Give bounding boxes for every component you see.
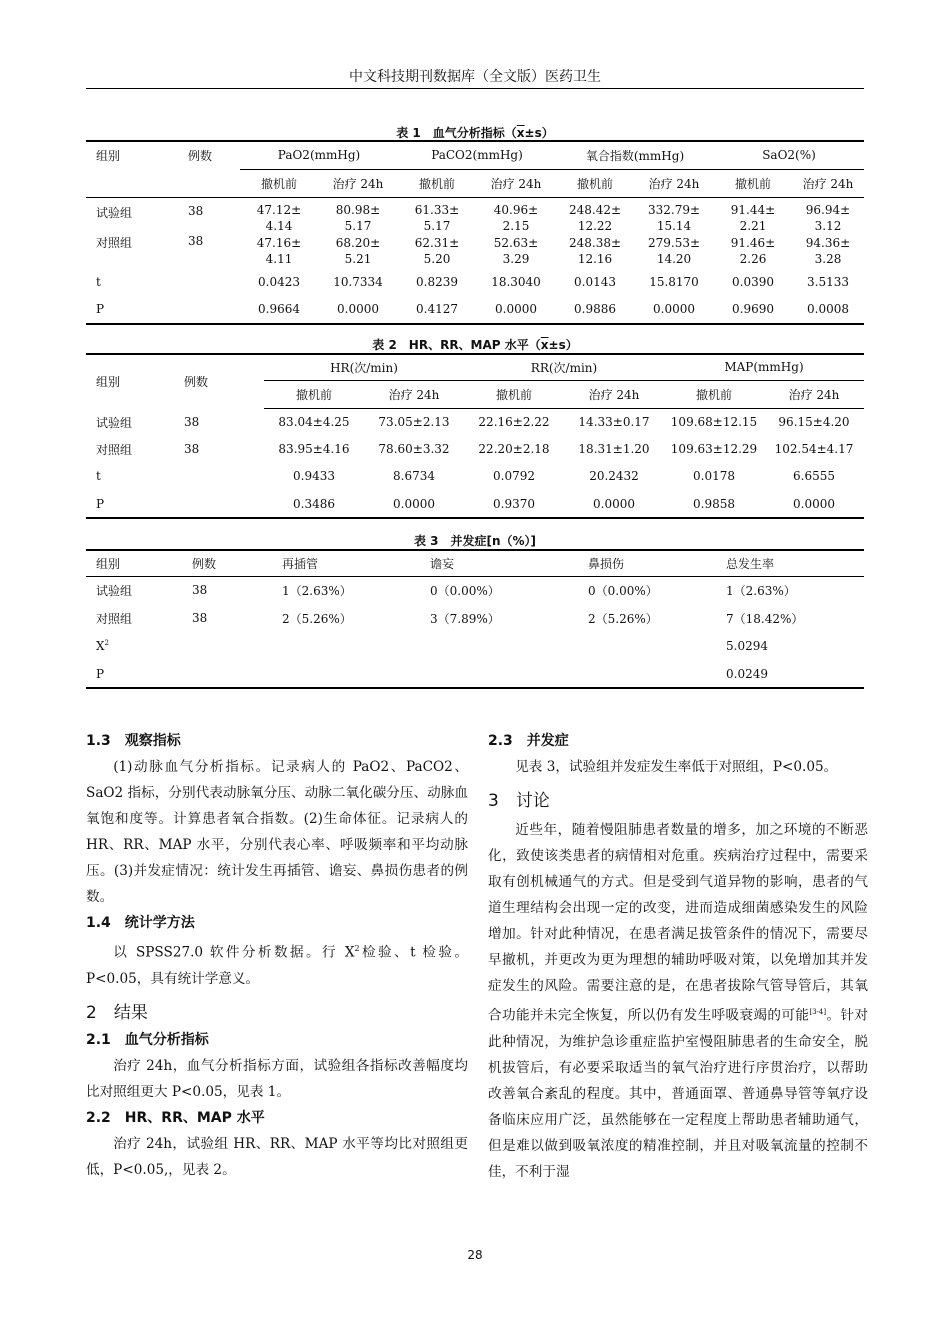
table-cell: 15.8170 — [649, 274, 699, 289]
table2-caption-suffix: ±s） — [548, 338, 578, 352]
table2-subheader: 撤机前 — [664, 380, 764, 408]
table-cell: 109.68±12.15 — [670, 415, 758, 430]
table-cell: 94.36± 3.28 — [805, 235, 851, 266]
table-cell: 38 — [192, 611, 208, 625]
section-1-4-text: 以 SPSS27.0 软件分析数据。行 $X^2$检验、t 检验。P<0.05，具有统计学意义。 — [86, 944, 468, 987]
table-cell: 0.9886 — [556, 296, 634, 324]
table1-subheader: 撤机前 — [714, 169, 792, 197]
table-cell: 62.31± 5.20 — [414, 235, 460, 266]
table-row — [86, 436, 864, 462]
table1-subheader: 治疗 24h — [318, 169, 398, 197]
row-label: 对照组 — [96, 442, 133, 457]
row-label: 对照组 — [96, 235, 133, 250]
section-2-2-text: 治疗 24h，试验组 HR、RR、MAP 水平等均比对照组更低，P<0.05,，见表 2。 — [86, 1135, 468, 1178]
table-cell: 14.33±0.17 — [578, 415, 650, 430]
table-cell: 0.9690 — [714, 296, 792, 324]
table-row — [86, 576, 864, 604]
table-cell: 0.0000 — [564, 490, 664, 518]
table2-header-n: 例数 — [174, 354, 264, 408]
table-cell: 0.0390 — [732, 274, 774, 289]
row-label: P — [86, 296, 178, 324]
table2-group-header: MAP(mmHg) — [664, 354, 864, 380]
table-cell: 0.3486 — [264, 490, 364, 518]
section-3-title: 3 讨论 — [488, 791, 550, 811]
table-cell: 52.63± 3.29 — [493, 235, 539, 266]
table1-caption-prefix: 表 1 血气分析指标（ — [396, 126, 517, 140]
table2-subheader: 治疗 24h — [564, 380, 664, 408]
table-cell: 38 — [192, 583, 208, 598]
table1 — [86, 140, 864, 325]
table2-subheader: 治疗 24h — [364, 380, 464, 408]
table1-header-n: 例数 — [178, 141, 240, 169]
table-cell: 0.9370 — [464, 490, 564, 518]
table-cell: 0.9664 — [240, 296, 318, 324]
row-label: $X^2$ — [96, 639, 110, 653]
section-2-2-title: 2.2 HR、RR、MAP 水平 — [86, 1109, 265, 1126]
table1-group-header: SaO2(%) — [714, 141, 864, 169]
section-3-text: 近些年，随着慢阻肺患者数量的增多，加之环境的不断恶化，致使该类患者的病情相对危重。疾病治疗过程中，需要采取有创机械通气的方式。但是受到气道异物的影响，患者的气道生理结构会出现一定的改变，进而造成细菌感染发生的风险增加。针对此种情况，在患者满足拔管条件的情况下，需要尽早撤机，并更改为更为理想的辅助呼吸对策，以免增加其并发症发生的风险。需要注意的是，在患者拔除气管导管后，其氧合功能并未完全恢复，所以仍有发生呼吸衰竭的可能[3-4]。针对此种情况，为维护急诊重症监护室慢阻肺患者的生命安全，脱机拔管后，有必要采取适当的氧气治疗进行序贯治疗，以帮助改善氧合紊乱的程度。其中，普通面罩、普通鼻导管等氧疗设备临床应用广泛，虽然能够在一定程度上帮助患者辅助通气，但是难以做到吸氧浓度的精准控制，并且对吸氧流量的控制不佳，不利于湿 — [488, 822, 869, 1180]
table-cell: 96.15±4.20 — [778, 415, 850, 430]
table-cell: 332.79± 15.14 — [647, 202, 701, 233]
table1-subheader: 治疗 24h — [634, 169, 714, 197]
table-cell: 0.0249 — [716, 660, 864, 688]
section-1-3-title: 1.3 观察指标 — [86, 733, 181, 749]
table2 — [86, 353, 864, 519]
table2-subheader: 治疗 24h — [764, 380, 864, 408]
table1-caption-suffix: ±s） — [524, 126, 554, 140]
table2-header-group: 组别 — [86, 354, 174, 408]
table-row — [86, 234, 864, 268]
section-2-3-title: 2.3 并发症 — [488, 733, 569, 749]
table-cell: 80.98± 5.17 — [335, 202, 381, 233]
table2-caption — [86, 336, 864, 353]
table2-caption-prefix: 表 2 HR、RR、MAP 水平（ — [372, 338, 541, 352]
table3-header: 谵妄 — [420, 550, 578, 576]
section-2-1-title: 2.1 血气分析指标 — [86, 1031, 209, 1048]
table-cell: 91.46± 2.26 — [730, 235, 776, 266]
table-cell: 0.4127 — [398, 296, 476, 324]
table-cell: 61.33± 5.17 — [414, 202, 460, 233]
table-cell: 47.16± 4.11 — [256, 235, 302, 266]
table-cell: 0.0008 — [792, 296, 864, 324]
page-number: 28 — [467, 1248, 483, 1262]
table-cell: 91.44± 2.21 — [730, 202, 776, 233]
table-cell: 0.8239 — [416, 274, 458, 289]
row-label: P — [86, 490, 174, 518]
table-row — [86, 197, 864, 234]
running-header: 中文科技期刊数据库（全文版）医药卫生 — [349, 69, 601, 85]
table-cell: 5.0294 — [726, 639, 768, 653]
right-column — [488, 728, 868, 1187]
table-cell: 83.04±4.25 — [278, 415, 350, 430]
section-1-4-title: 1.4 统计学方法 — [86, 915, 195, 931]
table-cell: 0（0.00%） — [430, 583, 500, 598]
table3 — [86, 549, 864, 689]
row-label: P — [86, 660, 182, 688]
table-cell: 248.38± 12.16 — [568, 235, 622, 266]
row-n: 38 — [184, 442, 200, 456]
table-cell: 3（7.89%） — [430, 611, 500, 626]
table-row — [86, 462, 864, 490]
table-row — [86, 660, 864, 688]
citation: [3-4] — [809, 1008, 827, 1016]
table-cell: 10.7334 — [333, 274, 383, 289]
table-row — [86, 490, 864, 518]
table-cell: 8.6734 — [393, 469, 435, 483]
table-cell: 0（0.00%） — [588, 583, 658, 598]
table1-group-header: PaO2(mmHg) — [240, 141, 398, 169]
row-label: 试验组 — [96, 583, 133, 598]
table3-header: 鼻损伤 — [578, 550, 716, 576]
table-cell: 7（18.42%） — [726, 611, 804, 626]
table-cell: 0.0792 — [493, 469, 535, 483]
table3-header: 例数 — [182, 550, 272, 576]
section-1-3-text: (1)动脉血气分析指标。记录病人的 PaO2、PaCO2、SaO2 指标，分别代表动脉氧分压、动脉二氧化碳分压、动脉血氧饱和度等。计算患者氧合指数。(2)生命体征。记录病人的 HR、RR、MAP 水平，分别代表心率、呼吸频率和平均动脉压。(3)并发症情况：统计发生再插管、谵妄、鼻损伤患者的例数。 — [86, 759, 468, 905]
table-cell: 96.94± 3.12 — [805, 202, 851, 233]
row-label: 试验组 — [96, 415, 133, 430]
table-cell: 0.9433 — [293, 469, 335, 483]
table3-caption: 表 3 并发症[n（%）] — [413, 534, 537, 548]
table-cell: 73.05±2.13 — [378, 415, 450, 430]
table-cell: 102.54±4.17 — [774, 442, 854, 456]
table3-header: 组别 — [86, 550, 182, 576]
left-column — [86, 728, 468, 1185]
table-cell: 20.2432 — [589, 469, 639, 483]
row-label: t — [96, 274, 101, 289]
row-label: 试验组 — [96, 205, 133, 220]
section-2-3-text: 见表 3，试验组并发症发生率低于对照组，P<0.05。 — [515, 759, 838, 775]
row-n: 38 — [188, 203, 204, 218]
table-cell: 40.96± 2.15 — [493, 202, 539, 233]
table-cell: 0.0178 — [693, 469, 735, 483]
table2-caption-xbar: $\overline{x}$ — [540, 338, 549, 352]
table-row — [86, 632, 864, 660]
table1-caption-xbar: $\overline{x}$ — [516, 126, 525, 140]
table-cell: 0.0000 — [476, 296, 556, 324]
table-cell: 109.63±12.29 — [670, 442, 758, 456]
table2-subheader: 撤机前 — [464, 380, 564, 408]
row-n: 38 — [184, 415, 200, 429]
table1-subheader: 撤机前 — [240, 169, 318, 197]
table-cell: 68.20± 5.21 — [335, 235, 381, 266]
table1-subheader: 治疗 24h — [792, 169, 864, 197]
table-cell: 0.0000 — [364, 490, 464, 518]
table-cell: 0.0000 — [318, 296, 398, 324]
table-cell: 83.95±4.16 — [278, 442, 350, 456]
table1-subheader: 撤机前 — [556, 169, 634, 197]
table-cell: 248.42± 12.22 — [568, 202, 622, 233]
table-cell: 0.0000 — [634, 296, 714, 324]
table-cell: 2（5.26%） — [282, 611, 352, 626]
header-rule — [86, 88, 864, 89]
table2-group-header: HR(次/min) — [264, 354, 464, 380]
table3-header: 再插管 — [272, 550, 420, 576]
table-cell: 6.6555 — [793, 469, 835, 483]
section-2-title: 2 结果 — [86, 1002, 148, 1023]
table2-subheader: 撤机前 — [264, 380, 364, 408]
table-cell: 1（2.63%） — [282, 583, 352, 598]
table1-caption — [86, 124, 864, 141]
table1-subheader: 撤机前 — [398, 169, 476, 197]
table1-header-group: 组别 — [86, 141, 178, 169]
table-cell: 22.16±2.22 — [478, 415, 550, 430]
table-cell: 0.0143 — [574, 274, 616, 289]
table-row — [86, 604, 864, 632]
row-label: t — [96, 469, 101, 483]
table-cell: 0.0423 — [258, 274, 300, 289]
table1-group-header: PaCO2(mmHg) — [398, 141, 556, 169]
table-cell: 2（5.26%） — [588, 611, 658, 626]
table-cell: 22.20±2.18 — [478, 442, 550, 456]
row-n: 38 — [188, 233, 204, 248]
table-row — [86, 296, 864, 324]
table-cell: 279.53± 14.20 — [647, 235, 701, 266]
table-cell: 78.60±3.32 — [378, 442, 450, 456]
table2-group-header: RR(次/min) — [464, 354, 664, 380]
section-2-1-text: 治疗 24h，血气分析指标方面，试验组各指标改善幅度均比对照组更大 P<0.05，见表 1。 — [86, 1057, 468, 1100]
table-cell: 18.3040 — [491, 274, 541, 289]
table-cell: 47.12± 4.14 — [256, 202, 302, 233]
table-row — [86, 268, 864, 296]
table-cell: 1（2.63%） — [726, 583, 796, 598]
table1-group-header: 氧合指数(mmHg) — [556, 141, 714, 169]
table-row — [86, 408, 864, 436]
table-cell: 3.5133 — [807, 274, 849, 289]
table3-header: 总发生率 — [716, 550, 864, 576]
table-cell: 18.31±1.20 — [578, 442, 650, 456]
table-cell: 0.0000 — [764, 490, 864, 518]
table-cell: 0.9858 — [664, 490, 764, 518]
row-label: 对照组 — [96, 611, 133, 626]
table1-subheader: 治疗 24h — [476, 169, 556, 197]
